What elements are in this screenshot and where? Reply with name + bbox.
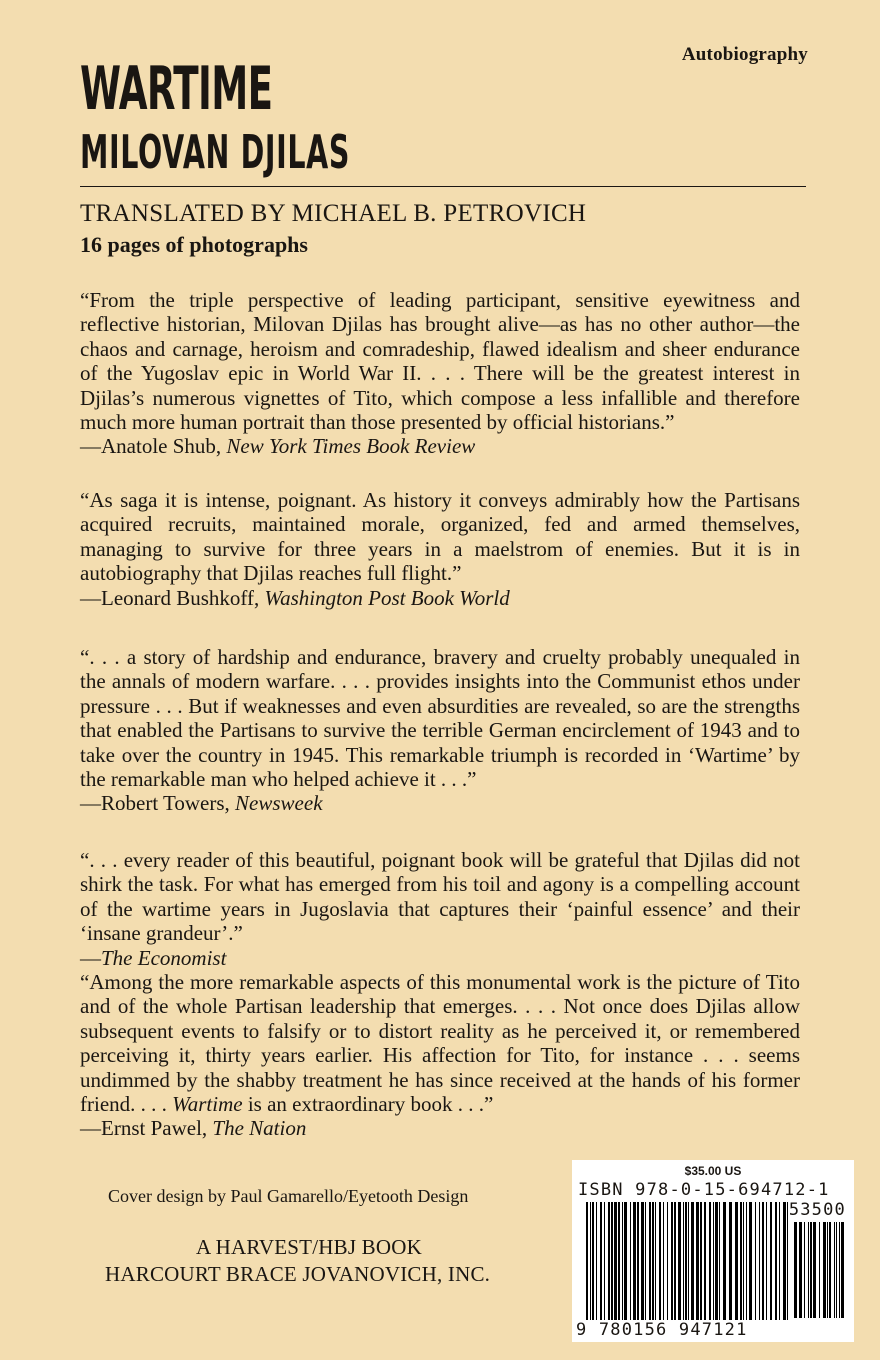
- isbn-addon: 53500: [788, 1200, 846, 1220]
- quote-source: Newsweek: [235, 791, 323, 816]
- addon-barcode-bars: [794, 1222, 848, 1318]
- price-label: $35.00 US: [684, 1164, 742, 1178]
- isbn-text: ISBN 978-0-15-694712-1: [578, 1180, 830, 1200]
- book-author: MILOVAN DJILAS: [80, 125, 351, 179]
- quote-text: “From the triple perspective of leading participant, sensitive eyewitness and reflective historian, Milovan Djilas has brought alive—as has no other author—the chaos and carnage, heroism and comradeship, flawed idealism and sheer endurance of the Yugoslav epic in World War II. . . . There will be the greatest interest in Djilas’s numerous vignettes of Tito, which compose a less infallible and therefore much more human portrait than those presented by official historians.”: [80, 288, 800, 435]
- review-quote: [80, 848, 800, 970]
- quote-attribution: [80, 946, 800, 970]
- translator-credit: TRANSLATED BY MICHAEL B. PETROVICH: [80, 200, 587, 227]
- ean-digits: 9 780156 947121: [576, 1320, 748, 1340]
- quote-source: The Economist: [101, 945, 227, 970]
- review-quote: [80, 970, 800, 1141]
- quote-source: Washington Post Book World: [264, 585, 510, 610]
- title-divider: [80, 186, 806, 187]
- quote-text: “. . . every reader of this beautiful, poignant book will be grateful that Djilas did not shirk the task. For what has emerged from his toil and agony is a compelling account of the wartime years in Jugoslavia that captures their ‘painful essence’ and their ‘insane grandeur’.”: [80, 848, 800, 946]
- review-quote: [80, 488, 800, 610]
- quote-text: “As saga it is intense, poignant. As history it conveys admirably how the Partisans acquired recruits, maintained morale, organized, fed and armed themselves, managing to survive for three years in a maelstrom of enemies. But it is in autobiography that Djilas reaches full flight.”: [80, 488, 800, 586]
- quote-author: —: [80, 945, 101, 970]
- genre-label: Autobiography: [681, 44, 808, 65]
- quote-attribution: [80, 1116, 800, 1140]
- quote-author: —Anatole Shub,: [80, 434, 227, 459]
- book-title: WARTIME: [80, 54, 273, 124]
- quote-attribution: [80, 586, 800, 610]
- quote-attribution: [80, 791, 800, 815]
- barcode-bars: [586, 1202, 791, 1320]
- quote-author: —Ernst Pawel,: [80, 1116, 213, 1141]
- quote-text: “. . . a story of hardship and endurance, bravery and cruelty probably unequaled in the annals of modern warfare. . . . provides insights into the Communist ethos under pressure . . . But if weaknesses and even absurdities are revealed, so are the strengths that enabled the Partisans to survive the terrible German encirclement of 1943 and to take over the country in 1945. This remarkable triumph is recorded in ‘Wartime’ by the remarkable man who helped achieve it . . .”: [80, 645, 800, 792]
- cover-design-credit: Cover design by Paul Gamarello/Eyetooth Design: [108, 1186, 469, 1206]
- quote-source: The Nation: [212, 1116, 307, 1141]
- quote-source: New York Times Book Review: [226, 434, 476, 459]
- review-quote: [80, 288, 800, 459]
- publisher-name: HARCOURT BRACE JOVANOVICH, INC.: [105, 1262, 491, 1286]
- quote-text: “Among the more remarkable aspects of this monumental work is the picture of Tito and of the whole Partisan leadership that emerges. . . . Not once does Djilas allow subsequent events to falsify or to distort reality as he perceived it, or remembered perceiving it, thirty years earlier. His affection for Tito, for instance . . . seems undimmed by the shabby treatment he has since received at the hands of his former friend. . . . Wartime is an extraordinary book . . .”: [80, 970, 800, 1117]
- publisher-imprint: A HARVEST/HBJ BOOK: [196, 1235, 422, 1259]
- quote-author: —Robert Towers,: [80, 791, 236, 816]
- quote-author: —Leonard Bushkoff,: [80, 585, 265, 610]
- photos-note: 16 pages of photographs: [80, 232, 308, 257]
- review-quote: [80, 645, 800, 816]
- quote-attribution: [80, 434, 800, 458]
- barcode-panel: [572, 1160, 854, 1342]
